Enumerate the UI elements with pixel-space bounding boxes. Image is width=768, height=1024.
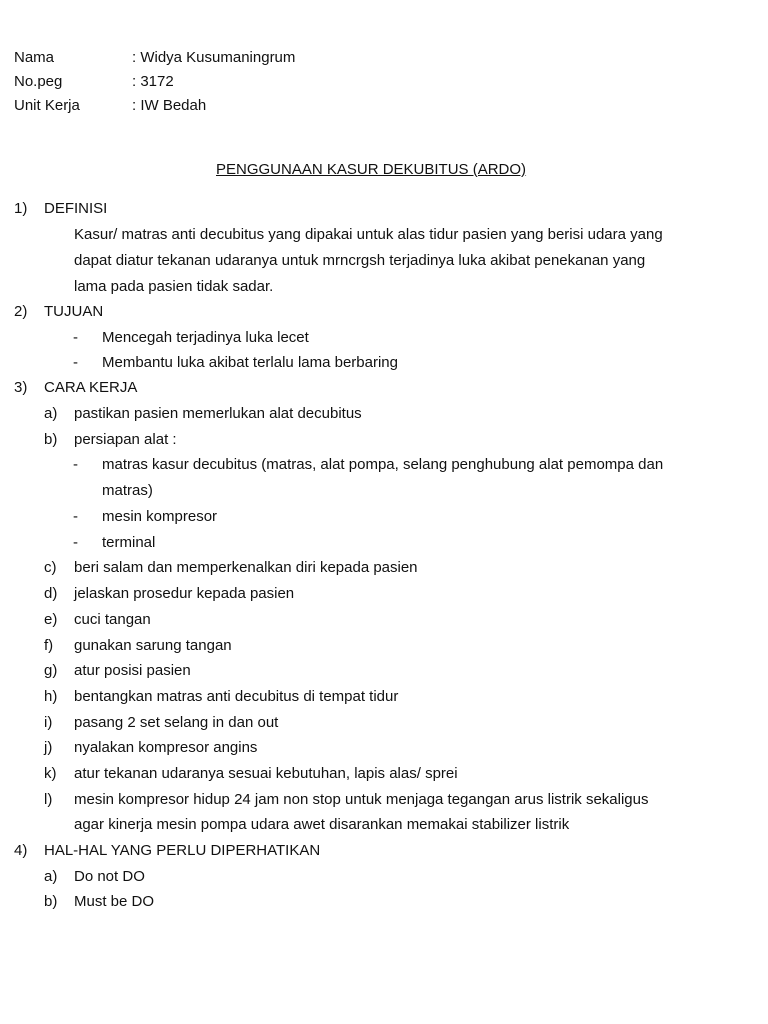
list-item-text: matras) xyxy=(102,482,153,499)
step-text: cuci tangan xyxy=(74,611,151,628)
step-marker: b) xyxy=(44,893,58,910)
step-text: persiapan alat : xyxy=(74,431,177,448)
step-text: jelaskan prosedur kepada pasien xyxy=(74,585,295,602)
section-heading: CARA KERJA xyxy=(44,379,138,396)
section-number: 2) xyxy=(14,303,28,320)
step-text: atur tekanan udaranya sesuai kebutuhan, lapis alas/ sprei xyxy=(74,765,458,782)
name-label: Nama xyxy=(14,49,55,66)
step-text: pastikan pasien memerlukan alat decubitus xyxy=(74,405,362,422)
step-marker: a) xyxy=(44,405,58,422)
bullet-dash: - xyxy=(73,508,78,525)
step-text: pasang 2 set selang in dan out xyxy=(74,714,279,731)
step-marker: i) xyxy=(44,714,53,731)
section-heading: DEFINISI xyxy=(44,200,108,217)
section-heading: HAL-HAL YANG PERLU DIPERHATIKAN xyxy=(44,842,321,859)
unit-label: Unit Kerja xyxy=(14,97,80,114)
step-marker: j) xyxy=(44,739,53,756)
step-marker: f) xyxy=(44,637,54,654)
step-marker: k) xyxy=(44,765,57,782)
section-number: 4) xyxy=(14,842,28,859)
step-text: mesin kompresor hidup 24 jam non stop untuk menjaga tegangan arus listrik sekaligus xyxy=(74,791,649,808)
list-item-text: mesin kompresor xyxy=(102,508,218,525)
step-text: Do not DO xyxy=(74,868,145,885)
bullet-dash: - xyxy=(73,534,78,551)
nopeg-value: : 3172 xyxy=(132,73,174,90)
step-text: agar kinerja mesin pompa udara awet disarankan memakai stabilizer listrik xyxy=(74,816,570,833)
step-marker: l) xyxy=(44,791,53,808)
section-number: 3) xyxy=(14,379,28,396)
step-marker: c) xyxy=(44,559,57,576)
bullet-dash: - xyxy=(73,329,78,346)
document-title: PENGGUNAAN KASUR DEKUBITUS (ARDO) xyxy=(216,161,527,178)
list-item-text: terminal xyxy=(102,534,156,551)
list-item-text: matras kasur decubitus (matras, alat pompa, selang penghubung alat pemompa dan xyxy=(102,456,664,473)
unit-value: : IW Bedah xyxy=(132,97,207,114)
title-row xyxy=(0,157,768,183)
step-marker: d) xyxy=(44,585,58,602)
step-marker: g) xyxy=(44,662,58,679)
step-text: atur posisi pasien xyxy=(74,662,191,679)
name-value: : Widya Kusumaningrum xyxy=(132,49,296,66)
step-text: beri salam dan memperkenalkan diri kepada pasien xyxy=(74,559,418,576)
step-marker: b) xyxy=(44,431,58,448)
definition-text: dapat diatur tekanan udaranya untuk mrncrgsh terjadinya luka akibat penekanan yang xyxy=(74,252,646,269)
list-item-text: Membantu luka akibat terlalu lama berbaring xyxy=(102,354,398,371)
list-item-text: Mencegah terjadinya luka lecet xyxy=(102,329,309,346)
step-text: bentangkan matras anti decubitus di tempat tidur xyxy=(74,688,399,705)
step-marker: a) xyxy=(44,868,58,885)
step-marker: e) xyxy=(44,611,58,628)
bullet-dash: - xyxy=(73,354,78,371)
nopeg-label: No.peg xyxy=(14,73,63,90)
bullet-dash: - xyxy=(73,456,78,473)
definition-text: lama pada pasien tidak sadar. xyxy=(74,278,274,295)
section-number: 1) xyxy=(14,200,28,217)
section-heading: TUJUAN xyxy=(44,303,104,320)
definition-text: Kasur/ matras anti decubitus yang dipakai untuk alas tidur pasien yang berisi udara yang xyxy=(74,226,663,243)
step-marker: h) xyxy=(44,688,58,705)
step-text: gunakan sarung tangan xyxy=(74,637,232,654)
step-text: Must be DO xyxy=(74,893,155,910)
step-text: nyalakan kompresor angins xyxy=(74,739,258,756)
